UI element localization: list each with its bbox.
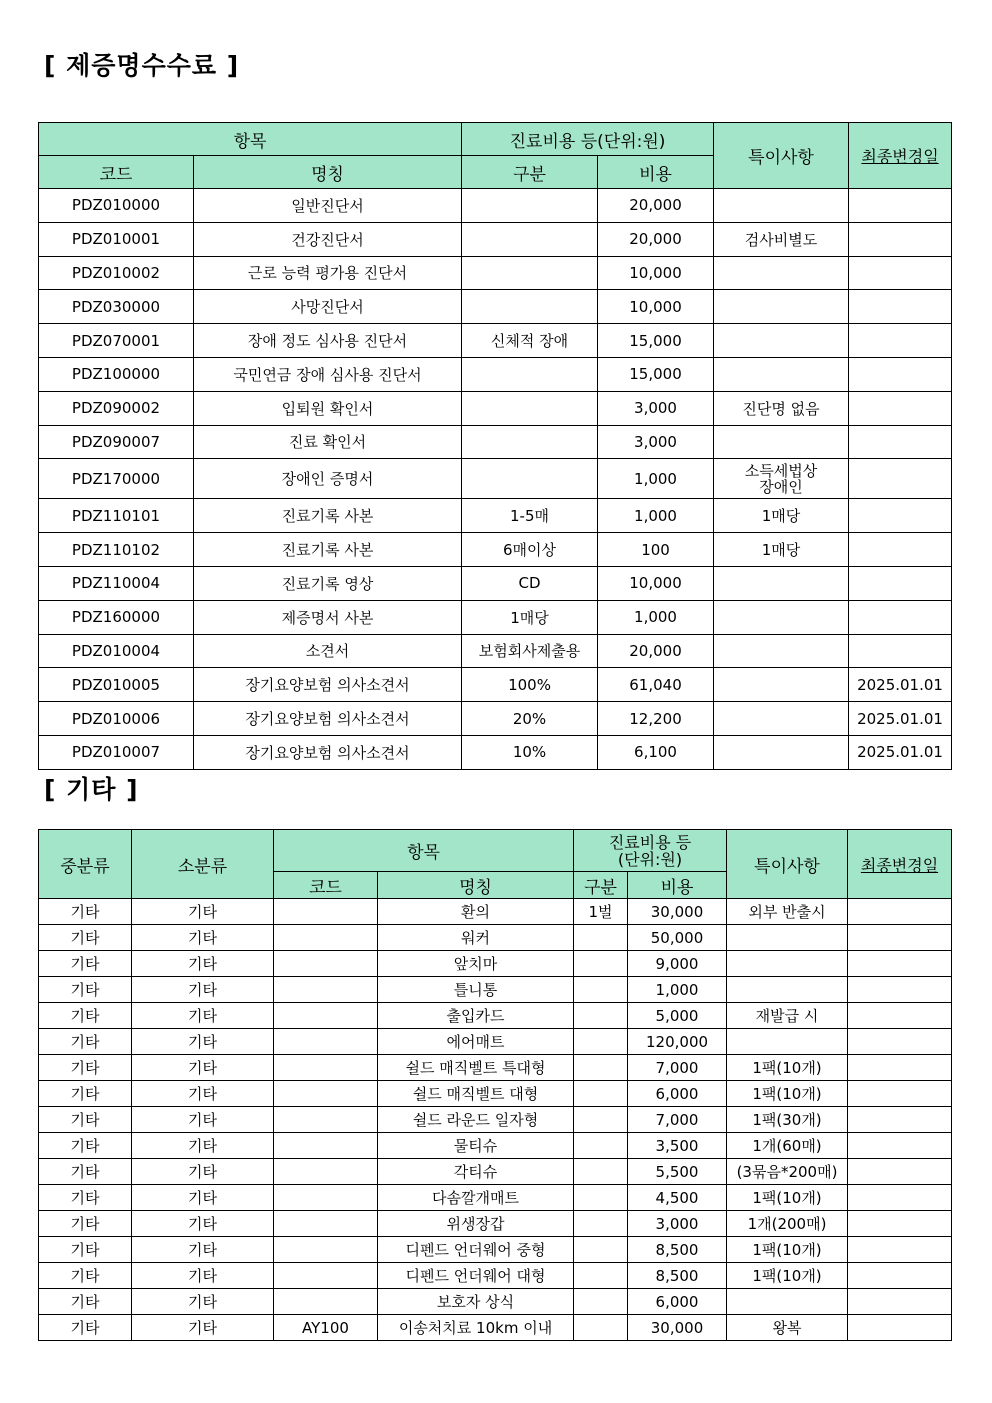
cell-last-changed: 2025.01.01 [849, 668, 952, 702]
cell-last-changed [849, 222, 952, 256]
cell-category: CD [462, 566, 598, 600]
cell-note: 외부 반출시 [727, 899, 848, 925]
cell-code: PDZ010005 [39, 668, 194, 702]
cell-mid-category: 기타 [39, 1185, 132, 1211]
cell-last-changed [848, 977, 952, 1003]
header-note: 특이사항 [714, 123, 849, 189]
cell-note [714, 702, 849, 736]
cell-code: PDZ160000 [39, 600, 194, 634]
header-code: 코드 [274, 872, 378, 899]
cell-sub-category: 기타 [132, 1237, 274, 1263]
cell-category [574, 1237, 628, 1263]
cell-sub-category: 기타 [132, 925, 274, 951]
table-row [39, 1055, 952, 1081]
table-row [39, 1237, 952, 1263]
cell-code: PDZ010002 [39, 256, 194, 290]
cell-fee: 15,000 [598, 357, 714, 391]
cell-category [574, 1211, 628, 1237]
cell-last-changed [849, 499, 952, 533]
cell-mid-category: 기타 [39, 1263, 132, 1289]
cell-code: PDZ070001 [39, 324, 194, 358]
table-row [39, 459, 952, 499]
cell-code [274, 1159, 378, 1185]
cell-name: 위생장갑 [378, 1211, 574, 1237]
table-row [39, 566, 952, 600]
cell-fee: 10,000 [598, 256, 714, 290]
cell-last-changed: 2025.01.01 [849, 735, 952, 769]
header-cost-line2: (단위:원) [617, 849, 683, 869]
cell-category [574, 1159, 628, 1185]
cell-note: 검사비별도 [714, 222, 849, 256]
cell-fee: 4,500 [628, 1185, 727, 1211]
cell-code [274, 1263, 378, 1289]
cell-note [714, 600, 849, 634]
table-row [39, 977, 952, 1003]
cell-mid-category: 기타 [39, 1133, 132, 1159]
cell-note [714, 324, 849, 358]
cell-note [727, 1029, 848, 1055]
cell-fee: 120,000 [628, 1029, 727, 1055]
cell-last-changed [849, 533, 952, 567]
cell-category [574, 1029, 628, 1055]
header-note: 특이사항 [727, 830, 848, 899]
cell-code: PDZ010000 [39, 189, 194, 223]
cell-sub-category: 기타 [132, 1289, 274, 1315]
cell-mid-category: 기타 [39, 899, 132, 925]
cell-fee: 100 [598, 533, 714, 567]
cell-mid-category: 기타 [39, 1029, 132, 1055]
cell-sub-category: 기타 [132, 1133, 274, 1159]
cell-fee: 1,000 [598, 459, 714, 499]
cell-name: 장애 정도 심사용 진단서 [194, 324, 462, 358]
cell-sub-category: 기타 [132, 1081, 274, 1107]
other-fees-table [38, 829, 952, 1341]
cell-name: 디펜드 언더웨어 중형 [378, 1237, 574, 1263]
cell-fee: 50,000 [628, 925, 727, 951]
cell-code: PDZ170000 [39, 459, 194, 499]
cell-fee: 6,100 [598, 735, 714, 769]
cell-note [714, 735, 849, 769]
cell-name: 제증명서 사본 [194, 600, 462, 634]
cell-name: 일반진단서 [194, 189, 462, 223]
header-sub-category: 소분류 [132, 830, 274, 899]
cell-mid-category: 기타 [39, 1003, 132, 1029]
cell-last-changed [849, 357, 952, 391]
table-row [39, 1029, 952, 1055]
cell-note [727, 1289, 848, 1315]
cell-fee: 3,000 [598, 425, 714, 459]
cell-mid-category: 기타 [39, 1055, 132, 1081]
cell-category [574, 977, 628, 1003]
cell-code: PDZ010004 [39, 634, 194, 668]
cell-code [274, 1003, 378, 1029]
header-cost [574, 830, 727, 872]
cell-fee: 3,000 [628, 1211, 727, 1237]
cell-code: PDZ090007 [39, 425, 194, 459]
cell-name: 근로 능력 평가용 진단서 [194, 256, 462, 290]
cell-name: 환의 [378, 899, 574, 925]
cell-category [462, 256, 598, 290]
cell-category [574, 925, 628, 951]
cell-last-changed [849, 290, 952, 324]
cell-note-line2: 장애인 [759, 477, 803, 496]
cell-category [574, 1133, 628, 1159]
cell-last-changed [848, 951, 952, 977]
cell-note [714, 256, 849, 290]
cell-last-changed [848, 925, 952, 951]
cell-name: 출입카드 [378, 1003, 574, 1029]
cell-category: 1매당 [462, 600, 598, 634]
cell-mid-category: 기타 [39, 1237, 132, 1263]
cell-category [574, 951, 628, 977]
cell-code: PDZ110004 [39, 566, 194, 600]
cell-category [462, 222, 598, 256]
cell-last-changed [849, 189, 952, 223]
cell-name: 앞치마 [378, 951, 574, 977]
cell-last-changed [849, 459, 952, 499]
cell-code [274, 1029, 378, 1055]
section-title-certificate-fees: [ 제증명수수료 ] [44, 51, 240, 80]
cell-name: 쉴드 라운드 일자형 [378, 1107, 574, 1133]
cell-note: 진단명 없음 [714, 391, 849, 425]
cell-sub-category: 기타 [132, 951, 274, 977]
cell-name: 장애인 증명서 [194, 459, 462, 499]
cell-note: 재발급 시 [727, 1003, 848, 1029]
cell-note [714, 290, 849, 324]
cell-code [274, 899, 378, 925]
cell-last-changed [849, 256, 952, 290]
cell-note: 1팩(30개) [727, 1107, 848, 1133]
table-row [39, 1289, 952, 1315]
cell-last-changed [848, 1055, 952, 1081]
cell-note: (3묶음*200매) [727, 1159, 848, 1185]
table-row [39, 1211, 952, 1237]
cell-code: PDZ010007 [39, 735, 194, 769]
header-fee: 비용 [598, 156, 714, 189]
cell-last-changed [848, 899, 952, 925]
cell-sub-category: 기타 [132, 1263, 274, 1289]
cell-last-changed [848, 1289, 952, 1315]
cell-name: 물티슈 [378, 1133, 574, 1159]
cell-category [462, 425, 598, 459]
table-row [39, 1133, 952, 1159]
cell-mid-category: 기타 [39, 951, 132, 977]
cell-name: 디펜드 언더웨어 대형 [378, 1263, 574, 1289]
cell-last-changed: 2025.01.01 [849, 702, 952, 736]
table-row [39, 290, 952, 324]
cell-category [574, 1107, 628, 1133]
header-item: 항목 [274, 830, 574, 872]
table-row [39, 634, 952, 668]
table-row [39, 1107, 952, 1133]
section-title-other: [ 기타 ] [44, 775, 139, 804]
header-fee: 비용 [628, 872, 727, 899]
cell-note: 1개(200매) [727, 1211, 848, 1237]
table-row [39, 1263, 952, 1289]
cell-category [574, 1263, 628, 1289]
cell-fee: 10,000 [598, 290, 714, 324]
cell-fee: 5,500 [628, 1159, 727, 1185]
cell-sub-category: 기타 [132, 1211, 274, 1237]
cell-note: 왕복 [727, 1315, 848, 1341]
header-last-changed: 최종변경일 [849, 123, 952, 189]
header-name: 명칭 [378, 872, 574, 899]
cell-category: 1벌 [574, 899, 628, 925]
header-cost: 진료비용 등(단위:원) [462, 123, 714, 156]
cell-name: 장기요양보험 의사소견서 [194, 702, 462, 736]
cell-note [727, 977, 848, 1003]
cell-code: PDZ030000 [39, 290, 194, 324]
cell-last-changed [849, 391, 952, 425]
cell-last-changed [848, 1107, 952, 1133]
cell-code [274, 1289, 378, 1315]
table-row [39, 425, 952, 459]
cell-note [714, 566, 849, 600]
cell-category [574, 1003, 628, 1029]
cell-note [714, 634, 849, 668]
cell-last-changed [848, 1003, 952, 1029]
cell-name: 틀니통 [378, 977, 574, 1003]
cell-code: AY100 [274, 1315, 378, 1341]
cell-name: 진료기록 사본 [194, 533, 462, 567]
cell-name: 진료 확인서 [194, 425, 462, 459]
table-row [39, 925, 952, 951]
table-row [39, 600, 952, 634]
cell-name: 장기요양보험 의사소견서 [194, 735, 462, 769]
cell-note: 1팩(10개) [727, 1055, 848, 1081]
cell-code [274, 1055, 378, 1081]
header-mid-category: 중분류 [39, 830, 132, 899]
table-row [39, 1185, 952, 1211]
cell-fee: 20,000 [598, 222, 714, 256]
cell-category: 100% [462, 668, 598, 702]
cell-note: 1개(60매) [727, 1133, 848, 1159]
cell-fee: 6,000 [628, 1289, 727, 1315]
table-row [39, 391, 952, 425]
cell-name: 국민연금 장애 심사용 진단서 [194, 357, 462, 391]
cell-category [462, 189, 598, 223]
cell-name: 워커 [378, 925, 574, 951]
cell-code [274, 1107, 378, 1133]
cell-code [274, 951, 378, 977]
cell-note: 1매당 [714, 499, 849, 533]
cell-note: 1매당 [714, 533, 849, 567]
cell-fee: 9,000 [628, 951, 727, 977]
cell-code: PDZ110102 [39, 533, 194, 567]
cell-name: 각티슈 [378, 1159, 574, 1185]
cell-sub-category: 기타 [132, 899, 274, 925]
cell-mid-category: 기타 [39, 1315, 132, 1341]
cell-mid-category: 기타 [39, 1289, 132, 1315]
cell-last-changed [849, 600, 952, 634]
cell-note [714, 459, 849, 499]
cell-fee: 10,000 [598, 566, 714, 600]
cell-code: PDZ100000 [39, 357, 194, 391]
cell-code: PDZ010001 [39, 222, 194, 256]
cell-name: 건강진단서 [194, 222, 462, 256]
cell-sub-category: 기타 [132, 1003, 274, 1029]
cell-fee: 30,000 [628, 899, 727, 925]
cell-sub-category: 기타 [132, 977, 274, 1003]
cell-note [727, 951, 848, 977]
cell-category: 신체적 장애 [462, 324, 598, 358]
cell-sub-category: 기타 [132, 1107, 274, 1133]
header-last-changed: 최종변경일 [848, 830, 952, 899]
cell-code [274, 977, 378, 1003]
cell-fee: 15,000 [598, 324, 714, 358]
table-row [39, 499, 952, 533]
cell-category [462, 391, 598, 425]
cell-fee: 20,000 [598, 189, 714, 223]
cell-code: PDZ110101 [39, 499, 194, 533]
cell-fee: 3,000 [598, 391, 714, 425]
table-row [39, 735, 952, 769]
table-row [39, 357, 952, 391]
cell-note: 1팩(10개) [727, 1237, 848, 1263]
cell-fee: 8,500 [628, 1263, 727, 1289]
cell-category [462, 357, 598, 391]
cell-sub-category: 기타 [132, 1185, 274, 1211]
cell-name: 진료기록 사본 [194, 499, 462, 533]
table-row [39, 533, 952, 567]
table-row [39, 1315, 952, 1341]
cell-fee: 8,500 [628, 1237, 727, 1263]
cell-fee: 6,000 [628, 1081, 727, 1107]
cell-note: 1팩(10개) [727, 1185, 848, 1211]
cell-sub-category: 기타 [132, 1029, 274, 1055]
cell-name: 소견서 [194, 634, 462, 668]
cell-last-changed [848, 1029, 952, 1055]
cell-note [714, 425, 849, 459]
table-row [39, 668, 952, 702]
table-row [39, 256, 952, 290]
cell-fee: 5,000 [628, 1003, 727, 1029]
header-category: 구분 [462, 156, 598, 189]
cell-name: 이송처치료 10km 이내 [378, 1315, 574, 1341]
header-item: 항목 [39, 123, 462, 156]
cell-mid-category: 기타 [39, 1107, 132, 1133]
cell-fee: 3,500 [628, 1133, 727, 1159]
cell-fee: 1,000 [598, 600, 714, 634]
cell-category [462, 459, 598, 499]
cell-code: PDZ010006 [39, 702, 194, 736]
cell-last-changed [848, 1315, 952, 1341]
cell-fee: 1,000 [598, 499, 714, 533]
cell-last-changed [848, 1185, 952, 1211]
header-cost-line1: 진료비용 등 [608, 832, 692, 852]
table-row [39, 899, 952, 925]
cell-name: 에어매트 [378, 1029, 574, 1055]
cell-fee: 7,000 [628, 1055, 727, 1081]
cell-sub-category: 기타 [132, 1055, 274, 1081]
cell-code [274, 1081, 378, 1107]
cell-fee: 1,000 [628, 977, 727, 1003]
cell-category: 6매이상 [462, 533, 598, 567]
table-row [39, 222, 952, 256]
cell-category: 20% [462, 702, 598, 736]
cell-note: 1팩(10개) [727, 1081, 848, 1107]
cell-note [727, 925, 848, 951]
cell-last-changed [848, 1133, 952, 1159]
cell-code [274, 1237, 378, 1263]
cell-last-changed [848, 1237, 952, 1263]
table-row [39, 951, 952, 977]
certificate-fees-table [38, 122, 952, 770]
cell-note-line1: 소득세법상 [744, 461, 818, 480]
table-row [39, 189, 952, 223]
cell-name: 진료기록 영상 [194, 566, 462, 600]
cell-code [274, 1133, 378, 1159]
cell-category [574, 1055, 628, 1081]
cell-category [574, 1315, 628, 1341]
cell-name: 사망진단서 [194, 290, 462, 324]
cell-name: 쉴드 매직벨트 대형 [378, 1081, 574, 1107]
cell-category: 보험회사제출용 [462, 634, 598, 668]
cell-fee: 20,000 [598, 634, 714, 668]
cell-name: 다솜깔개매트 [378, 1185, 574, 1211]
cell-note: 1팩(10개) [727, 1263, 848, 1289]
cell-code [274, 1211, 378, 1237]
cell-fee: 7,000 [628, 1107, 727, 1133]
table-row [39, 1081, 952, 1107]
cell-name: 쉴드 매직벨트 특대형 [378, 1055, 574, 1081]
cell-fee: 61,040 [598, 668, 714, 702]
cell-last-changed [848, 1081, 952, 1107]
cell-category [574, 1081, 628, 1107]
cell-mid-category: 기타 [39, 925, 132, 951]
cell-sub-category: 기타 [132, 1315, 274, 1341]
cell-category: 1-5매 [462, 499, 598, 533]
cell-fee: 30,000 [628, 1315, 727, 1341]
cell-name: 보호자 상식 [378, 1289, 574, 1315]
cell-category: 10% [462, 735, 598, 769]
cell-last-changed [848, 1159, 952, 1185]
cell-mid-category: 기타 [39, 1159, 132, 1185]
cell-code [274, 1185, 378, 1211]
table-row [39, 1003, 952, 1029]
table-row [39, 324, 952, 358]
cell-category [574, 1185, 628, 1211]
cell-code: PDZ090002 [39, 391, 194, 425]
cell-note [714, 189, 849, 223]
cell-category [462, 290, 598, 324]
cell-category [574, 1289, 628, 1315]
cell-last-changed [849, 634, 952, 668]
cell-fee: 12,200 [598, 702, 714, 736]
table-row [39, 1159, 952, 1185]
cell-mid-category: 기타 [39, 977, 132, 1003]
cell-name: 장기요양보험 의사소견서 [194, 668, 462, 702]
cell-last-changed [848, 1263, 952, 1289]
cell-note [714, 357, 849, 391]
header-category: 구분 [574, 872, 628, 899]
cell-mid-category: 기타 [39, 1211, 132, 1237]
cell-mid-category: 기타 [39, 1081, 132, 1107]
cell-note [714, 668, 849, 702]
cell-last-changed [849, 566, 952, 600]
header-code: 코드 [39, 156, 194, 189]
header-name: 명칭 [194, 156, 462, 189]
table-row [39, 702, 952, 736]
cell-last-changed [849, 425, 952, 459]
cell-sub-category: 기타 [132, 1159, 274, 1185]
cell-last-changed [848, 1211, 952, 1237]
cell-name: 입퇴원 확인서 [194, 391, 462, 425]
cell-code [274, 925, 378, 951]
cell-last-changed [849, 324, 952, 358]
